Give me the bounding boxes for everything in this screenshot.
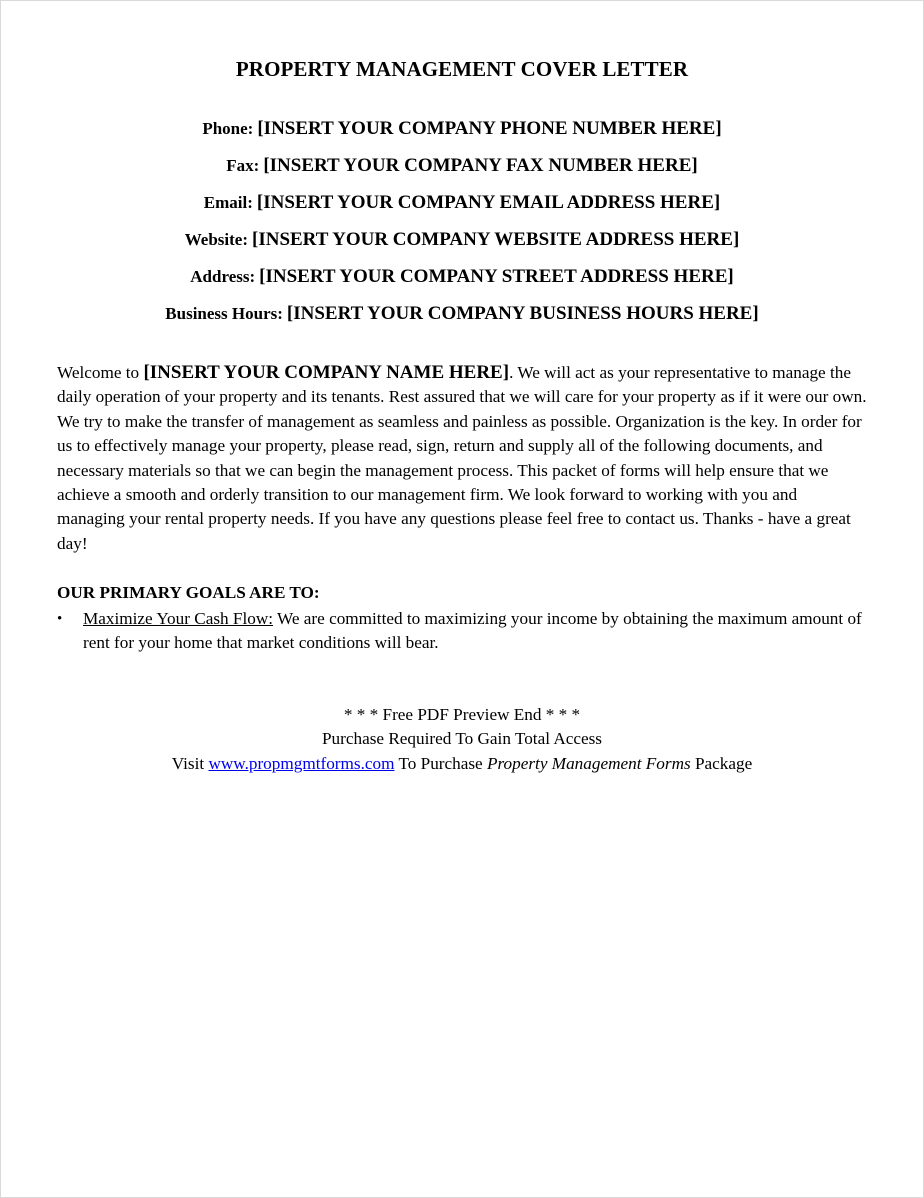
contact-website <box>0 227 924 264</box>
intro-prefix: Welcome to <box>57 363 144 382</box>
goal-content <box>83 607 867 656</box>
contact-value: [INSERT YOUR COMPANY STREET ADDRESS HERE] <box>259 266 734 287</box>
document-title: PROPERTY MANAGEMENT COVER LETTER <box>235 57 689 81</box>
company-name-placeholder: [INSERT YOUR COMPANY NAME HERE] <box>143 362 510 383</box>
contact-block <box>0 116 924 338</box>
package-suffix: Package <box>690 753 753 773</box>
contact-label: Business Hours: <box>165 304 283 323</box>
goal-list <box>57 607 867 656</box>
goals-heading: OUR PRIMARY GOALS ARE TO: <box>57 583 320 602</box>
intro-body: . We will act as your representative to manage the daily operation of your property and its tenants. Rest assured that we will care for your property as if it were our own. We try to make the transfer of management as seamless and painless as possible. Organization is the key. In order for us to effectively manage your property, please read, sign, return and supply all of the following documents, and necessary materials so that we can begin the management process. This packet of forms will help ensure that we achieve a smooth and orderly transition to our management firm. We look forward to working with you and managing your rental property needs. If you have any questions please feel free to contact us. Thanks - have a great day! <box>57 363 867 553</box>
list-item <box>57 607 867 656</box>
visit-prefix: Visit <box>171 753 209 773</box>
contact-value: [INSERT YOUR COMPANY WEBSITE ADDRESS HERE] <box>252 229 740 250</box>
purchase-link[interactable]: www.propmgmtforms.com <box>208 753 395 773</box>
preview-footer <box>0 703 924 776</box>
contact-value: [INSERT YOUR COMPANY EMAIL ADDRESS HERE] <box>256 192 721 213</box>
intro-paragraph <box>57 361 867 556</box>
visit-line <box>0 752 924 776</box>
contact-label: Phone: <box>202 119 254 138</box>
contact-business-hours <box>0 301 924 338</box>
contact-value: [INSERT YOUR COMPANY PHONE NUMBER HERE] <box>257 118 722 139</box>
contact-value: [INSERT YOUR COMPANY FAX NUMBER HERE] <box>263 155 698 176</box>
contact-label: Address: <box>190 267 256 286</box>
contact-fax <box>0 153 924 190</box>
preview-end-line: * * * Free PDF Preview End * * * <box>343 705 581 724</box>
package-name: Property Management Forms <box>487 753 691 773</box>
to-purchase-text: To Purchase <box>394 753 487 773</box>
contact-label: Fax: <box>226 156 260 175</box>
goal-title: Maximize Your Cash Flow: <box>83 609 274 628</box>
bullet-icon: • <box>57 611 63 627</box>
contact-phone <box>0 116 924 153</box>
contact-address <box>0 264 924 301</box>
contact-email <box>0 190 924 227</box>
contact-label: Website: <box>184 230 248 249</box>
goal-text: We are committed to maximizing your income by obtaining the maximum amount of rent for your home that market conditions will bear. <box>83 609 862 653</box>
contact-value: [INSERT YOUR COMPANY BUSINESS HOURS HERE] <box>286 303 759 324</box>
purchase-required-line: Purchase Required To Gain Total Access <box>321 729 602 749</box>
contact-label: Email: <box>203 193 253 212</box>
